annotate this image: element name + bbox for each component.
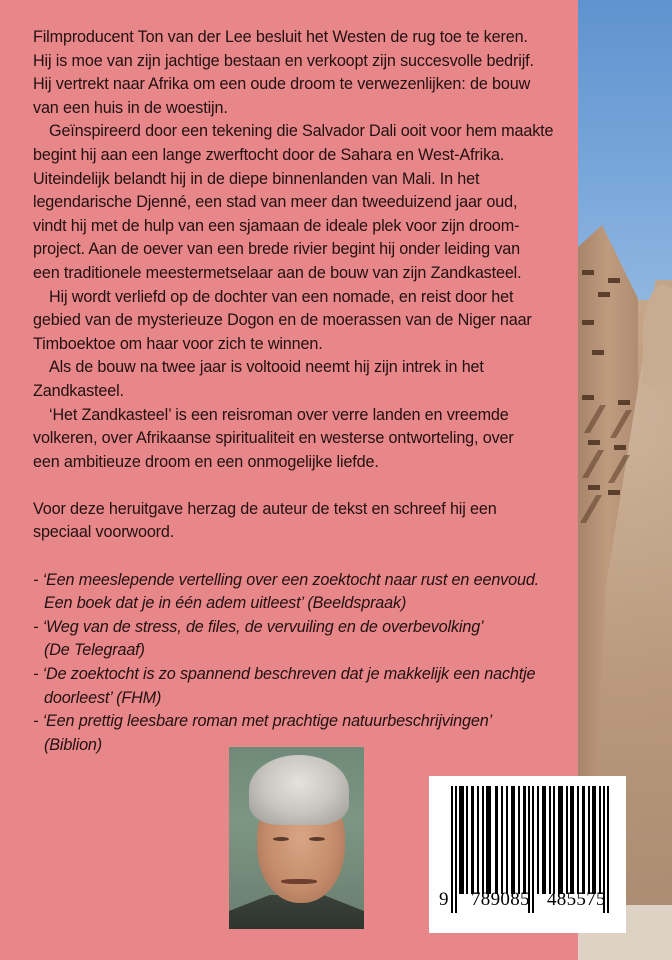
barcode-digits-right: 485575 [547, 889, 606, 910]
barcode-digit-prefix: 9 [439, 889, 449, 910]
quote-source-line: (De Telegraaf) [44, 641, 145, 660]
quote-line: - ‘Weg van de stress, de files, de vervuiling en de overbevolking’ [33, 617, 484, 636]
barcode-digits-left: 789085 [471, 889, 530, 910]
barcode-bars [449, 786, 609, 901]
wooden-beam [582, 320, 594, 325]
quote-line: - ‘Een meeslepende vertelling over een zoektocht naar rust en eenvoud. [33, 570, 540, 589]
isbn-barcode [429, 776, 626, 933]
quote-line: - ‘Een prettig leesbare roman met prachtige natuurbeschrijvingen’ [33, 712, 493, 731]
author-photo [229, 747, 364, 929]
wooden-beam [618, 400, 630, 405]
wooden-beam [588, 440, 600, 445]
mosque-pinnacle [643, 285, 672, 385]
blurb-line: begint hij aan een lange zwerftocht door de Sahara en West-Afrika. [33, 145, 505, 164]
blurb-line: een traditionele meestermetselaar aan de bouw van zijn Zandkasteel. [33, 263, 522, 282]
wooden-beam [598, 292, 610, 297]
blurb-line: legendarische Djenné, een stad van meer dan tweeduizend jaar oud, [33, 193, 518, 212]
wooden-beam [582, 270, 594, 275]
wooden-beam [608, 278, 620, 283]
blurb-line: een ambitieuze droom en een onmogelijke liefde. [33, 452, 379, 471]
blurb-line: Hij vertrekt naar Afrika om een oude droom te verwezenlijken: de bouw [33, 75, 531, 94]
blurb-line: van een huis in de woestijn. [33, 98, 228, 117]
blurb-text [33, 26, 578, 757]
blurb-line: Hij is moe van zijn jachtige bestaan en verkoopt zijn succesvolle bedrijf. [33, 51, 534, 70]
quote-line: - ‘De zoektocht is zo spannend beschreven dat je makkelijk een nachtje [33, 665, 536, 684]
blurb-line: Timboektoe om haar voor zich te winnen. [33, 334, 323, 353]
edition-note-line: speciaal voorwoord. [33, 523, 175, 542]
spacer [33, 545, 578, 569]
wooden-beam [614, 445, 626, 450]
blurb-line: Zandkasteel. [33, 381, 124, 400]
spacer [33, 474, 578, 498]
blurb-line: Uiteindelijk belandt hij in de diepe binnenlanden van Mali. In het [33, 169, 480, 188]
mouth [281, 879, 317, 884]
hair [249, 755, 349, 825]
blurb-line: gebied van de mysterieuze Dogon en de moerassen van de Niger naar [33, 311, 532, 330]
blurb-line: Als de bouw na twee jaar is voltooid neemt hij zijn intrek in het [49, 358, 484, 377]
blurb-line: Hij wordt verliefd op de dochter van een nomade, en reist door het [49, 287, 514, 306]
blurb-line: volkeren, over Afrikaanse spiritualiteit en westerse ontworteling, over [33, 429, 514, 448]
blurb-line: vindt hij met de hulp van een sjamaan de ideale plek voor zijn droom- [33, 216, 520, 235]
wooden-beam [608, 490, 620, 495]
blurb-line: Filmproducent Ton van der Lee besluit het Westen de rug toe te keren. [33, 28, 528, 46]
eye [273, 837, 289, 841]
eye [309, 837, 325, 841]
quote-source-line: Een boek dat je in één adem uitleest’ (Beeldspraak) [44, 594, 407, 613]
wooden-beam [592, 350, 604, 355]
quote-source-line: doorleest’ (FHM) [44, 688, 162, 707]
press-quotes [33, 569, 578, 758]
wooden-beam [582, 395, 594, 400]
blurb-line: Geïnspireerd door een tekening die Salvador Dali ooit voor hem maakte [49, 122, 554, 141]
blurb-line: project. Aan de oever van een brede rivier begint hij onder leiding van [33, 240, 520, 259]
blurb-line: ‘Het Zandkasteel’ is een reisroman over verre landen en vreemde [49, 405, 509, 424]
edition-note-line: Voor deze heruitgave herzag de auteur de tekst en schreef hij een [33, 499, 497, 518]
quote-source-line: (Biblion) [44, 735, 103, 754]
wooden-beam [588, 485, 600, 490]
